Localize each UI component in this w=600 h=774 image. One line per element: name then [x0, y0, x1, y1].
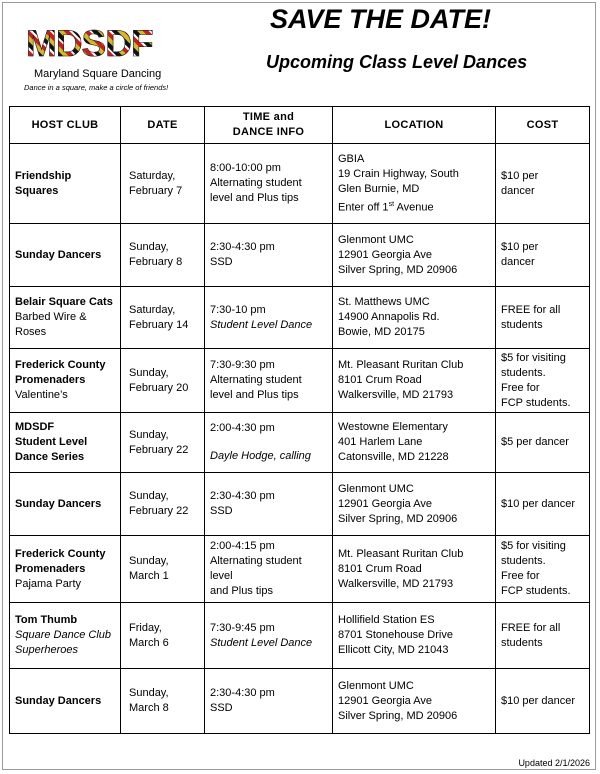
host-cell [10, 536, 121, 603]
dance-info: SSD [210, 256, 233, 268]
date-value: February 14 [129, 318, 189, 331]
location-address: 12901 Georgia Ave [338, 248, 432, 261]
cost-text: dancer [501, 256, 535, 268]
cost-text: dancer [501, 184, 535, 197]
dance-info: Alternating student [210, 177, 302, 189]
cost-text: $5 for visiting [501, 351, 566, 364]
cost-text: students [501, 318, 543, 331]
table-header-row [10, 107, 590, 144]
location-address: 19 Crain Highway, South [338, 167, 459, 180]
host-name: Friendship [15, 169, 72, 182]
date-day: Sunday, [129, 555, 169, 567]
caller-info: Dayle Hodge, calling [210, 450, 311, 462]
location-cell [333, 603, 496, 669]
cost-text: students. [501, 555, 546, 567]
location-name: Mt. Pleasant Ruritan Club [338, 547, 464, 560]
host-name: Tom Thumb [15, 614, 78, 626]
location-address: 401 Harlem Lane [338, 436, 423, 448]
event-name: Pajama Party [15, 577, 82, 590]
time-cell [205, 669, 333, 734]
cost-text: FREE for all [501, 303, 561, 316]
col-header-time [205, 107, 333, 144]
time-range: 2:30-4:30 pm [210, 490, 275, 502]
location-name: Glenmont UMC [338, 679, 414, 692]
date-cell [121, 287, 205, 349]
cost-text: Free for [501, 381, 540, 394]
host-cell [10, 287, 121, 349]
location-cell [333, 473, 496, 536]
host-name: Sunday Dancers [15, 694, 102, 707]
date-cell [121, 536, 205, 603]
event-name: Superheroes [15, 644, 78, 656]
host-cell [10, 349, 121, 413]
date-cell [121, 603, 205, 669]
cost-text: Free for [501, 570, 540, 582]
col-header-date: DATE [121, 107, 205, 144]
location-cell [333, 287, 496, 349]
col-header-location: LOCATION [333, 107, 496, 144]
date-cell [121, 349, 205, 413]
location-note-ordinal: st [388, 200, 395, 208]
cost-cell [496, 349, 590, 413]
date-value: February 7 [129, 184, 183, 197]
date-day: Saturday, [129, 169, 176, 182]
host-name: Promenaders [15, 562, 86, 575]
location-address: 14900 Annapolis Rd. [338, 311, 440, 323]
host-cell [10, 144, 121, 224]
date-value: February 20 [129, 381, 189, 394]
date-value: March 6 [129, 636, 169, 649]
cost-text: $10 per [501, 169, 539, 182]
host-name: MDSDF [15, 421, 55, 433]
table-row [10, 603, 590, 669]
cost-cell [496, 473, 590, 536]
date-value: February 22 [129, 443, 189, 456]
logo-tagline: Dance in a square, make a circle of friends! [24, 83, 169, 92]
date-day: Sunday, [129, 687, 169, 699]
host-cell [10, 669, 121, 734]
cost-text: FCP students. [501, 585, 571, 597]
location-city: Walkersville, MD 21793 [338, 389, 454, 401]
time-range: 2:30-4:30 pm [210, 241, 275, 253]
dance-info: Alternating student level [210, 555, 302, 582]
location-name: Glenmont UMC [338, 233, 414, 246]
page-subtitle: Upcoming Class Level Dances [266, 52, 528, 72]
host-name: Belair Square Cats [15, 296, 113, 308]
date-value: February 22 [129, 505, 189, 517]
host-cell [10, 224, 121, 287]
date-cell [121, 224, 205, 287]
table-row [10, 144, 590, 224]
col-header-time-line1: TIME and [242, 111, 295, 123]
time-cell [205, 413, 333, 473]
date-cell [121, 669, 205, 734]
cost-cell [496, 224, 590, 287]
cost-text: $5 per dancer [501, 436, 569, 448]
event-name: Valentine’s [15, 389, 68, 401]
col-header-time-line2: DANCE INFO [232, 126, 305, 138]
table-row [10, 413, 590, 473]
time-range: 2:30-4:30 pm [210, 687, 275, 699]
col-header-host: HOST CLUB [10, 107, 121, 144]
time-range: 7:30-9:45 pm [210, 621, 275, 634]
dance-info: Alternating student [210, 374, 302, 386]
date-cell [121, 473, 205, 536]
cost-cell [496, 144, 590, 224]
table-row [10, 473, 590, 536]
host-name: Sunday Dancers [15, 497, 102, 510]
date-value: March 8 [129, 702, 169, 714]
location-name: Westowne Elementary [338, 421, 448, 433]
location-cell [333, 669, 496, 734]
location-address: 8101 Crum Road [338, 562, 422, 575]
table-row [10, 287, 590, 349]
location-city: Walkersville, MD 21793 [338, 577, 454, 590]
date-day: Sunday, [129, 241, 169, 253]
dance-schedule-table [9, 106, 590, 734]
table-row [10, 536, 590, 603]
dance-info: level and Plus tips [210, 389, 299, 401]
cost-cell [496, 413, 590, 473]
location-note [338, 197, 490, 216]
time-range: 7:30-10 pm [210, 303, 266, 316]
cost-cell [496, 669, 590, 734]
time-range: 7:30-9:30 pm [210, 359, 275, 371]
cost-text: FCP students. [501, 396, 571, 409]
location-note-text: Enter off 1 [338, 201, 389, 214]
location-address: 8701 Stonehouse Drive [338, 629, 453, 641]
location-city: Catonsville, MD 21228 [338, 451, 449, 463]
host-name: Dance Series [15, 451, 85, 463]
table-row [10, 669, 590, 734]
logo-name: Maryland Square Dancing [34, 68, 162, 80]
location-city: Ellicott City, MD 21043 [338, 644, 449, 656]
dance-info: SSD [210, 505, 233, 517]
location-cell [333, 413, 496, 473]
location-cell [333, 536, 496, 603]
location-cell [333, 349, 496, 413]
table-row [10, 224, 590, 287]
cost-text: students [501, 636, 543, 649]
host-cell [10, 603, 121, 669]
host-name: Promenaders [15, 374, 86, 386]
date-day: Sunday, [129, 490, 169, 502]
location-address: 8101 Crum Road [338, 374, 422, 386]
logo-mark: MDSDF [26, 23, 153, 64]
cost-text: $10 per dancer [501, 497, 575, 510]
cost-text: $10 per dancer [501, 694, 575, 707]
location-address: 12901 Georgia Ave [338, 694, 432, 707]
location-name: St. Matthews UMC [338, 296, 430, 308]
location-city: Bowie, MD 20175 [338, 326, 425, 338]
time-range: 2:00-4:15 pm [210, 540, 275, 552]
location-cell [333, 224, 496, 287]
location-note-text: Avenue [394, 201, 434, 214]
date-cell [121, 413, 205, 473]
host-name: Frederick County [15, 359, 106, 371]
host-name: Sunday Dancers [15, 248, 102, 261]
dance-info: and Plus tips [210, 585, 273, 597]
time-cell [205, 224, 333, 287]
location-city: Silver Spring, MD 20906 [338, 512, 458, 525]
location-name: Hollifield Station ES [338, 614, 435, 626]
location-city: Silver Spring, MD 20906 [338, 709, 458, 722]
cost-text: FREE for all [501, 621, 561, 634]
event-name: Barbed Wire & [15, 311, 87, 323]
time-cell [205, 144, 333, 224]
host-cell [10, 413, 121, 473]
location-name: Mt. Pleasant Ruritan Club [338, 359, 464, 371]
dance-info: Student Level Dance [210, 318, 313, 331]
dance-info: Student Level Dance [210, 636, 313, 649]
time-range: 2:00-4:30 pm [210, 422, 275, 434]
mdsdf-logo [24, 23, 169, 98]
location-cell [333, 144, 496, 224]
date-value: March 1 [129, 570, 169, 582]
dance-info: SSD [210, 702, 233, 714]
time-cell [205, 536, 333, 603]
cost-cell [496, 287, 590, 349]
location-name: GBIA [338, 152, 365, 165]
host-name: Frederick County [15, 547, 106, 560]
cost-cell [496, 536, 590, 603]
date-day: Sunday, [129, 366, 169, 379]
time-cell [205, 349, 333, 413]
time-cell [205, 603, 333, 669]
time-cell [205, 473, 333, 536]
event-name: Roses [15, 326, 47, 338]
cost-cell [496, 603, 590, 669]
cost-text: $5 for visiting [501, 540, 566, 552]
cost-text: $10 per [501, 241, 539, 253]
table-row [10, 349, 590, 413]
host-name: Squares [15, 184, 59, 197]
date-value: February 8 [129, 256, 183, 268]
page-title: SAVE THE DATE! [270, 4, 492, 34]
host-name: Student Level [15, 436, 88, 448]
host-name: Square Dance Club [15, 629, 112, 641]
spacer [210, 436, 327, 449]
updated-date: Updated 2/1/2026 [518, 758, 590, 768]
location-city: Silver Spring, MD 20906 [338, 263, 458, 276]
location-address: 12901 Georgia Ave [338, 497, 432, 510]
date-cell [121, 144, 205, 224]
time-cell [205, 287, 333, 349]
cost-text: students. [501, 366, 546, 379]
host-cell [10, 473, 121, 536]
date-day: Friday, [129, 621, 162, 634]
col-header-cost: COST [496, 107, 590, 144]
location-name: Glenmont UMC [338, 482, 414, 495]
dance-info: level and Plus tips [210, 192, 299, 204]
location-city: Glen Burnie, MD [338, 182, 420, 195]
time-range: 8:00-10:00 pm [210, 162, 281, 174]
date-day: Sunday, [129, 428, 169, 441]
date-day: Saturday, [129, 303, 176, 316]
